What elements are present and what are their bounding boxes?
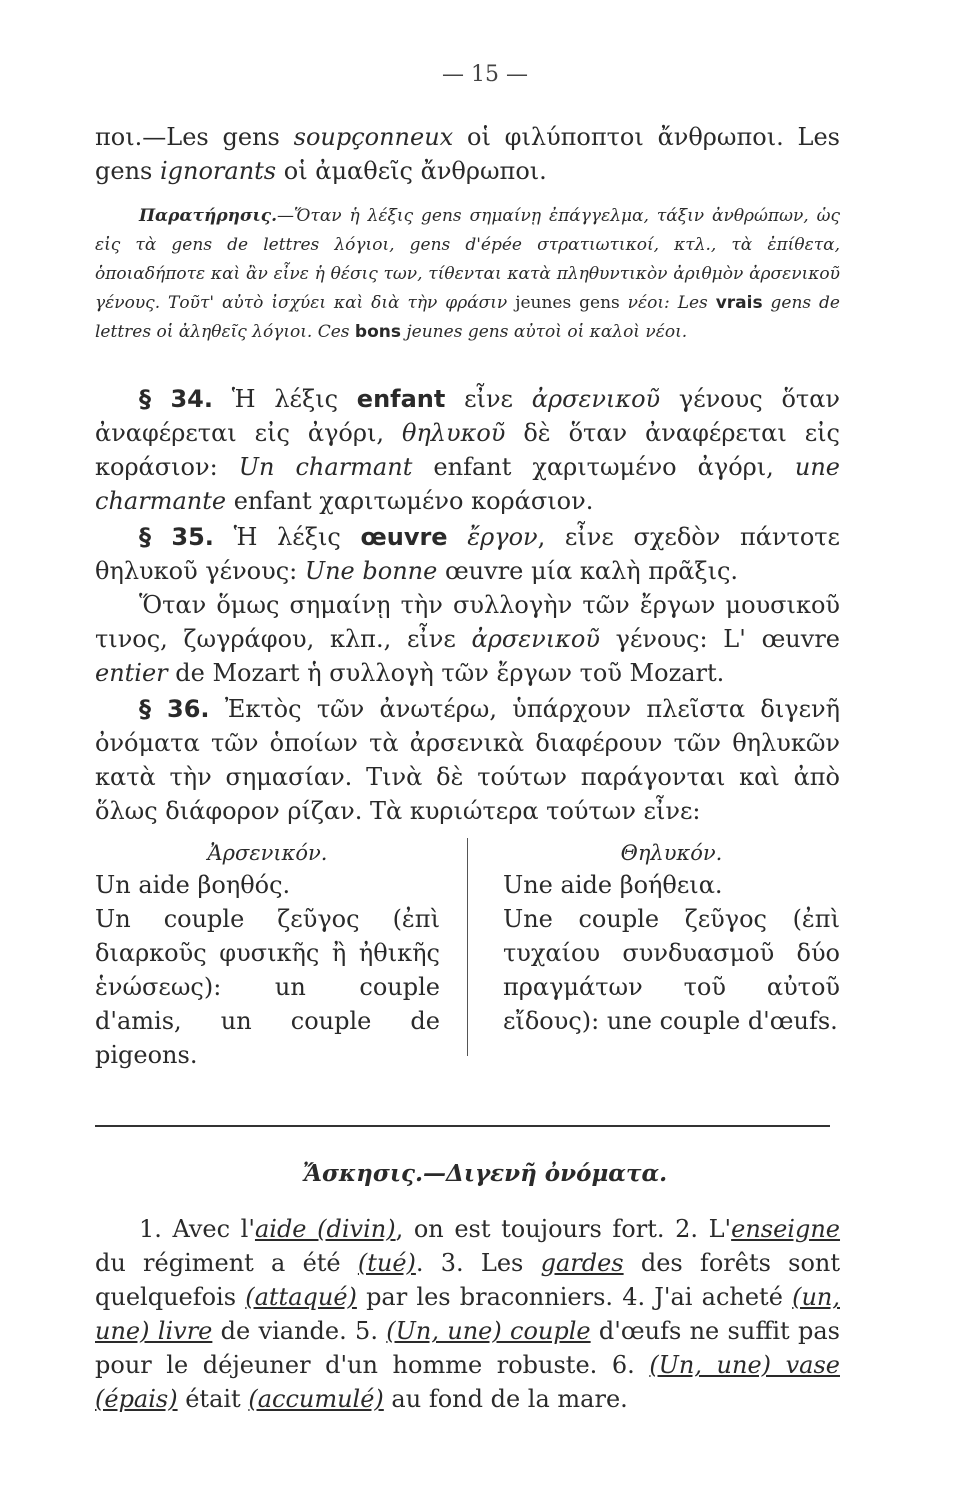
exercise-paragraph: 1. Avec l'aide (divin), on est toujours fort. 2. L'enseigne du régiment a été (tué). 3. Les gardes des forêts sont quelquefois (attaqué) par les braconniers. 4. J'ai acheté (un, une) livre de viande. 5. (Un, une) couple d'œufs ne suffit pas pour le déjeuner d'un homme robuste. 6. (Un, une) vase (épais) était (accumulé) au fond de la mare. — [95, 1215, 841, 1413]
table-entry: Une aide βοήθεια. — [503, 871, 723, 899]
section-34: § 34. Ἡ λέξις enfant εἶνε ἀρσενικοῦ γένους ὅταν ἀναφέρεται εἰς ἀγόρι, θηλυκοῦ δὲ ὅταν ἀναφέρεται εἰς κοράσιον: Un charmant enfant χαριτωμένο ἀγόρι, une charmante enfant χαριτωμένο κοράσιον. — [95, 385, 840, 515]
feminine-heading: Θηλυκόν. — [620, 841, 723, 865]
horizontal-rule — [95, 1125, 830, 1127]
page-number: — 15 — — [442, 62, 528, 87]
section-number: § 36. — [139, 695, 210, 723]
feminine-column — [503, 838, 840, 1038]
table-entry: Une couple ζεῦγος (ἐπὶ τυχαίου συνδυασμοῦ δύο πραγμάτων τοῦ αὐτοῦ εἴδους): une couple d'œufs. — [503, 905, 840, 1035]
section-35: § 35. Ἡ λέξις œuvre ἔργον, εἶνε σχεδὸν πάντοτε θηλυκοῦ γένους: Une bonne œuvre μία καλὴ πρᾶξις. Ὅταν ὅμως σημαίνῃ τὴν συλλογὴν τῶν ἔργων μουσικοῦ τινος, ζωγράφου, κλπ., εἶνε ἀρσενικοῦ γένους: L' œuvre entier de Mozart ἡ συλλογὴ τῶν ἔργων τοῦ Mozart. — [95, 523, 840, 687]
masculine-column — [95, 838, 440, 1072]
table-entry: Un couple ζεῦγος (ἐπὶ διαρκοῦς φυσικῆς ἢ ἠθικῆς ἑνώσεως): un couple d'amis, un couple de pigeons. — [95, 905, 440, 1069]
column-divider — [467, 838, 468, 1056]
note-paragraph: Παρατήρησις.—Ὅταν ἡ λέξις gens σημαίνῃ ἐπάγγελμα, τάξιν ἀνθρώπων, ὡς εἰς τὰ gens de lettres λόγιοι, gens d'épée στρατιωτικοί, κτλ., τὰ ἐπίθετα, ὁποιαδήποτε καὶ ἂν εἶνε ἡ θέσις των, τίθενται κατὰ πληθυντικὸν ἀριθμὸν ἀρσενικοῦ γένους. Τοῦτ' αὐτὸ ἰσχύει καὶ διὰ τὴν φράσιν jeunes gens νέοι: Les vrais gens de lettres οἱ ἀληθεῖς λόγιοι. Ces bons jeunes gens αὐτοὶ οἱ καλοὶ νέοι. — [95, 206, 840, 342]
intro-paragraph: ποι.—Les gens soupçonneux οἱ φιλύποπτοι ἄνθρωποι. Les gens ignorants οἱ ἀμαθεῖς ἄνθρωποι. — [95, 123, 840, 185]
section-36: § 36. Ἐκτὸς τῶν ἀνωτέρω, ὑπάρχουν πλεῖστα διγενῆ ὀνόματα τῶν ὁποίων τὰ ἀρσενικὰ διαφέρουν τῶν θηλυκῶν κατὰ τὴν σημασίαν. Τινὰ δὲ τούτων παράγονται καὶ ἀπὸ ὅλως διάφορον ρίζαν. Τὰ κυριώτερα τούτων εἶνε: — [95, 695, 841, 825]
exercise-title: Ἄσκησις.—Διγενῆ ὀνόματα. — [302, 1160, 668, 1187]
gender-table — [95, 838, 840, 1078]
section-number: § 34. — [139, 385, 213, 413]
section-number: § 35. — [139, 523, 214, 551]
note-label: Παρατήρησις. — [139, 206, 278, 226]
masculine-heading: Ἀρσενικόν. — [207, 841, 328, 865]
table-entry: Un aide βοηθός. — [95, 871, 291, 899]
